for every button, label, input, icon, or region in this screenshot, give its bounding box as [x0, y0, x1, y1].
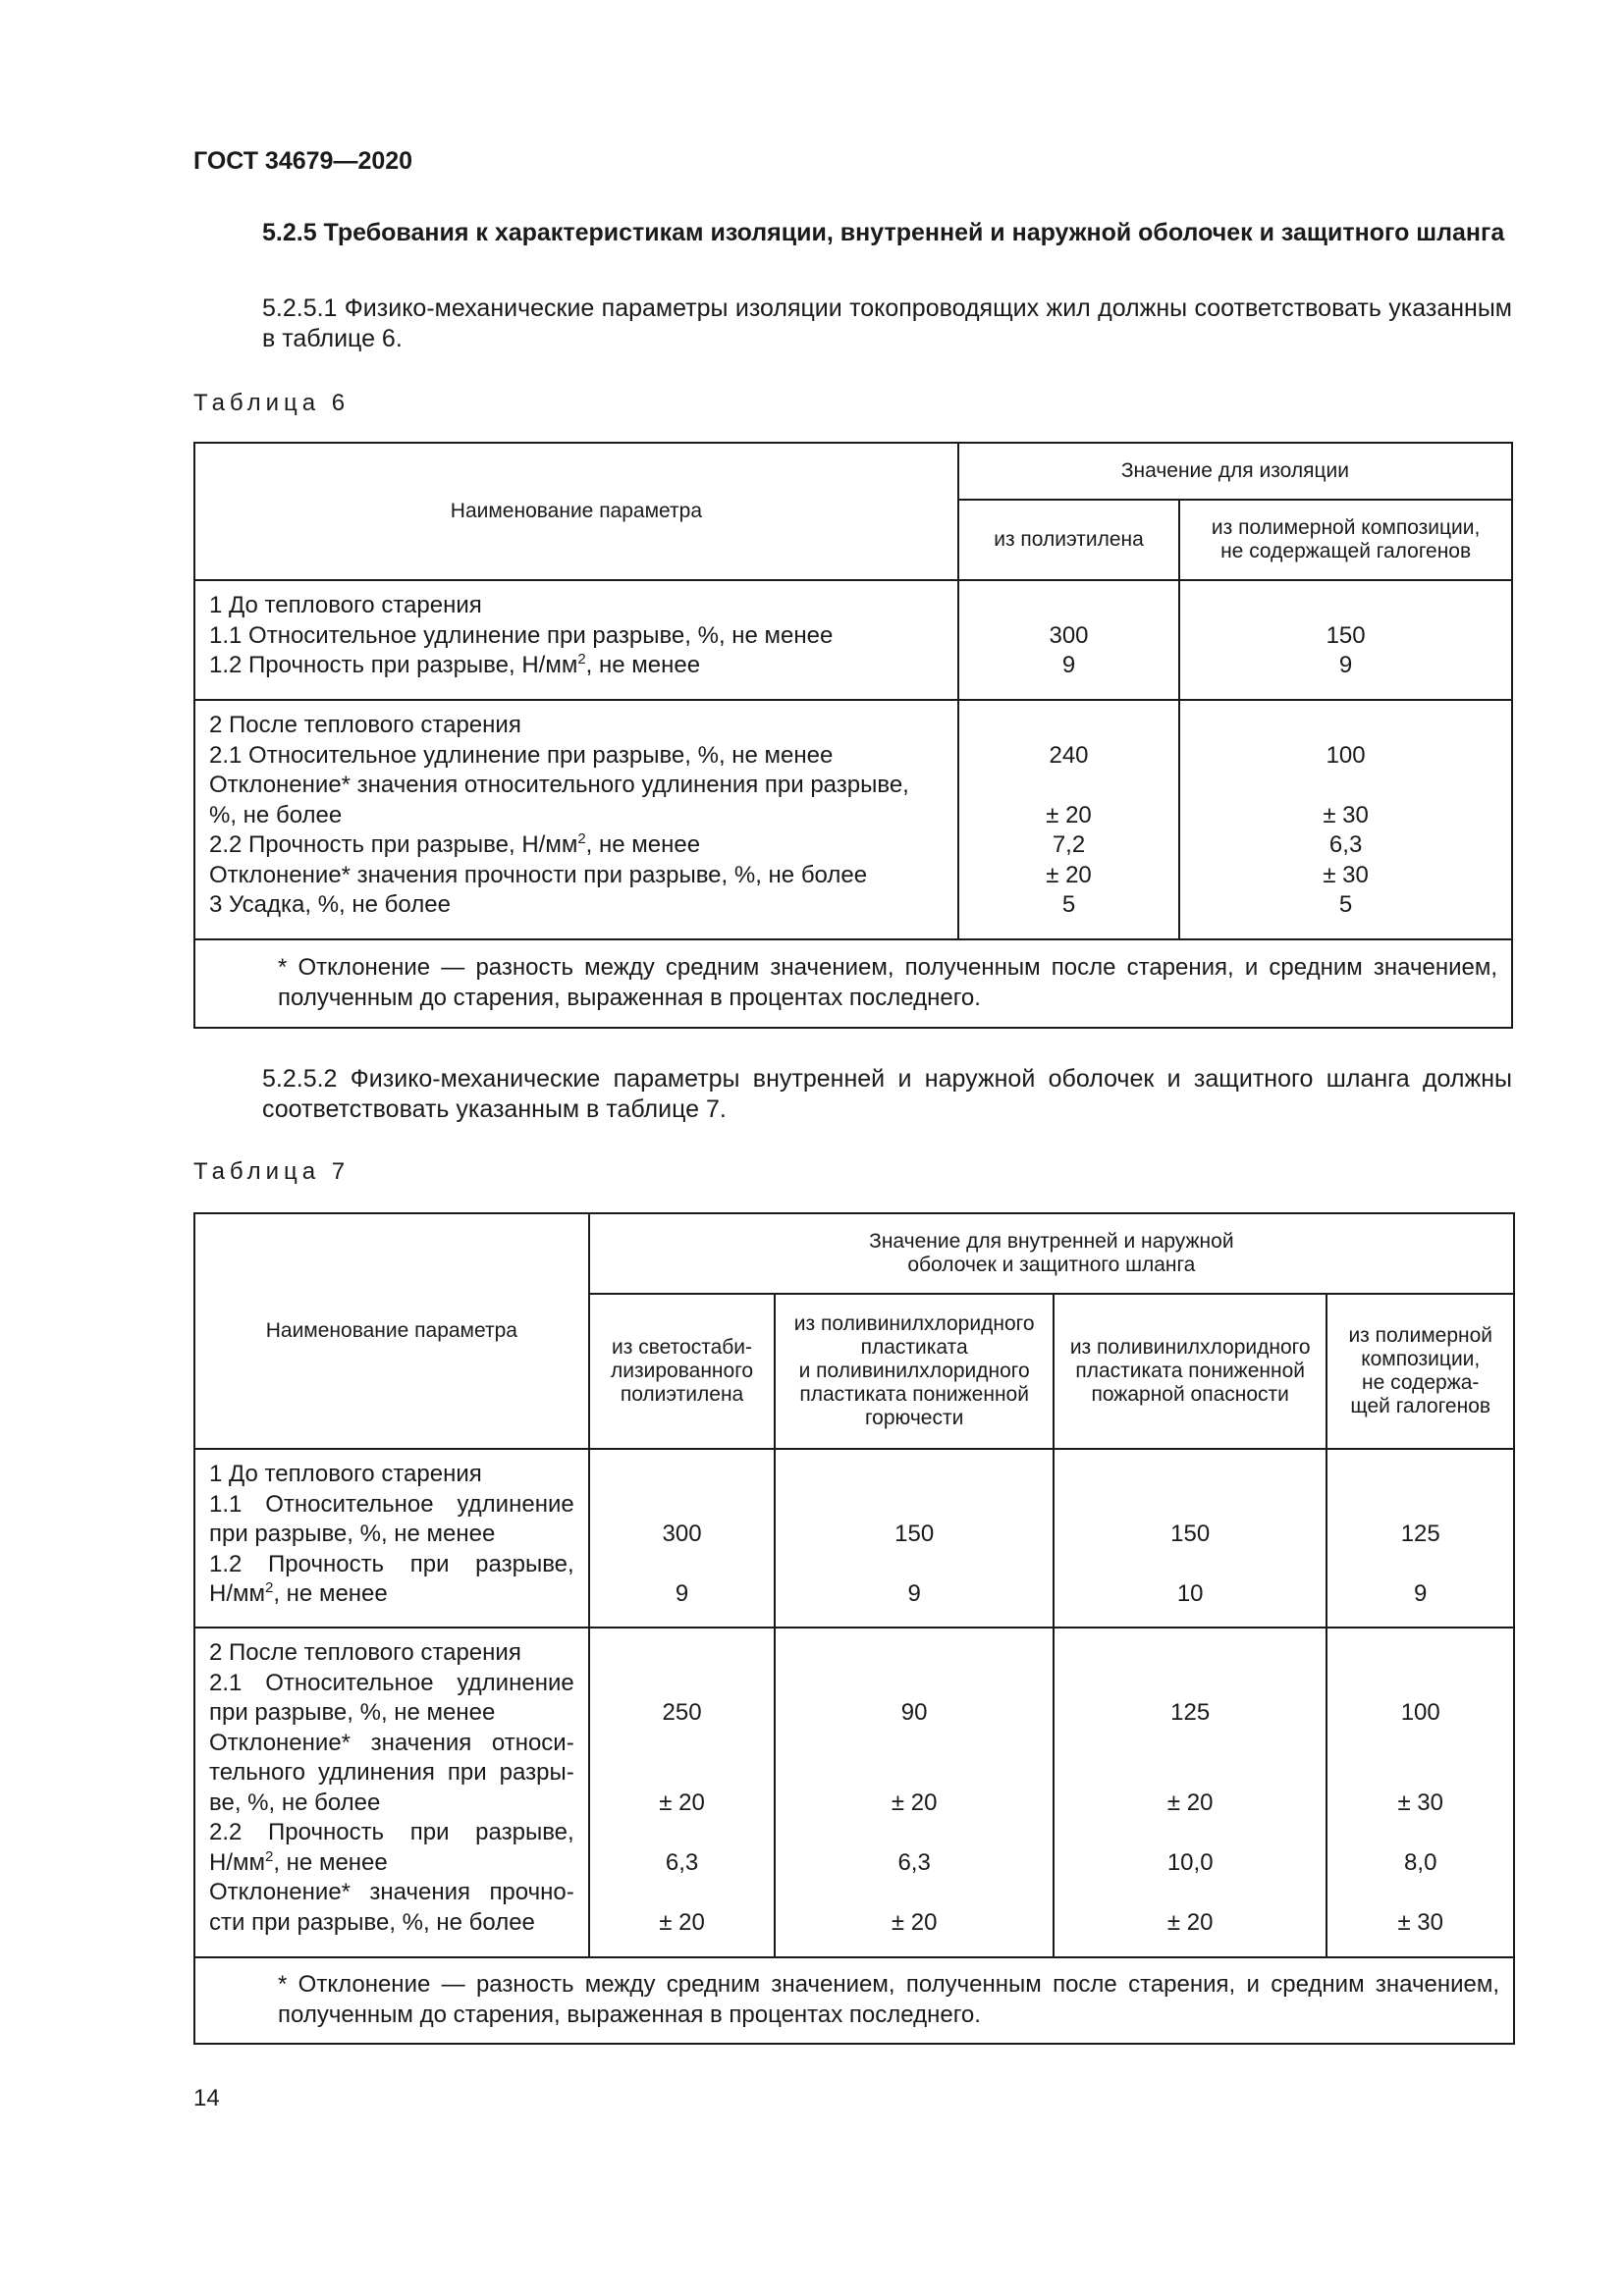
table-7-col-pvc-reduced-flammability: из поливинилхлоридного пластиката и поливинилхлоридного пластиката пониженной горючести	[775, 1294, 1054, 1449]
table-7-group-1-col2: 150 9	[775, 1449, 1054, 1628]
table-7-param-header: Наименование параметра	[194, 1213, 589, 1449]
table-row	[194, 580, 1512, 700]
table-7-group-header: Значение для внутренней и наружной оболочек и защитного шланга	[589, 1213, 1514, 1294]
table-7	[193, 1212, 1515, 2045]
table-row	[194, 1449, 1514, 1628]
table-6-caption: Таблица 6	[193, 390, 351, 416]
table-6-group-1-col1: 300 9	[958, 580, 1179, 700]
section-title: 5.2.5 Требования к характеристикам изоляции, внутренней и наружной оболочек и защитного шланга	[262, 219, 1505, 246]
table-7-col-halogen-free: из полимерной композиции, не содержа- щей галогенов	[1326, 1294, 1514, 1449]
table-6	[193, 442, 1513, 1029]
document-code: ГОСТ 34679—2020	[193, 147, 413, 175]
table-7-group-2-col1: 250 ± 20 6,3 ± 20	[589, 1628, 776, 1957]
paragraph-5-2-5-1: 5.2.5.1 Физико-механические параметры изоляции токопроводящих жил должны соответствовать указанным в таблице 6.	[262, 294, 1512, 352]
table-6-group-2-labels: 2 После теплового старения 2.1 Относительное удлинение при разрыве, %, не менее Отклонение* значения относительного удлинения при разрыве, %, не более 2.2 Прочность при разрыве, $Н/мм^2$, не менее Отклонение* значения прочности при разрыве, %, не более 3 Усадка, %, не более	[194, 700, 958, 939]
table-7-group-1-col1: 300 9	[589, 1449, 776, 1628]
paragraph-5-2-5-2: 5.2.5.2 Физико-механические параметры внутренней и наружной оболочек и защитного шланга должны соответствовать указанным в таблице 7.	[262, 1065, 1512, 1123]
table-6-group-2-col2: 100 ± 30 6,3 ± 30 5	[1179, 700, 1512, 939]
table-7-group-1-col4: 125 9	[1326, 1449, 1514, 1628]
table-6-footnote: * Отклонение — разность между средним значением, полученным после старения, и средним значением, полученным до старения, выраженная в процентах последнего.	[194, 939, 1512, 1028]
table-row	[194, 1628, 1514, 1957]
table-7-group-2-col3: 125 ± 20 10,0 ± 20	[1054, 1628, 1327, 1957]
page-number: 14	[193, 2085, 220, 2111]
table-7-col-pvc-reduced-fire-hazard: из поливинилхлоридного пластиката пониженной пожарной опасности	[1054, 1294, 1327, 1449]
table-6-group-2-col1: 240 ± 20 7,2 ± 20 5	[958, 700, 1179, 939]
table-7-col-light-stabilized-pe: из светостаби- лизированного полиэтилена	[589, 1294, 776, 1449]
table-6-col-polyethylene: из полиэтилена	[958, 500, 1179, 580]
table-7-footnote: * Отклонение — разность между средним значением, полученным после старения, и средним значением, полученным до старения, выраженная в процентах последнего.	[194, 1957, 1514, 2044]
table-6-group-1-col2: 150 9	[1179, 580, 1512, 700]
table-7-group-2-col2: 90 ± 20 6,3 ± 20	[775, 1628, 1054, 1957]
table-7-group-2-labels: 2 После теплового старения 2.1 Относительное удлинение при разрыве, %, не менее Отклонение* значения относи- тельного удлинения при разры- ве, %, не более 2.2 Прочность при разрыве, $Н/мм^2$, не менее Отклонение* значения прочно- сти при разрыве, %, не более	[194, 1628, 589, 1957]
table-6-col-polymer: из полимерной композиции, не содержащей галогенов	[1179, 500, 1512, 580]
table-7-group-2-col4: 100 ± 30 8,0 ± 30	[1326, 1628, 1514, 1957]
table-6-param-header: Наименование параметра	[194, 443, 958, 580]
table-6-group-1-labels: 1 До теплового старения 1.1 Относительное удлинение при разрыве, %, не менее 1.2 Прочность при разрыве, $Н/мм^2$, не менее	[194, 580, 958, 700]
table-row	[194, 700, 1512, 939]
table-7-caption: Таблица 7	[193, 1158, 351, 1185]
table-7-group-1-col3: 150 10	[1054, 1449, 1327, 1628]
table-6-group-header: Значение для изоляции	[958, 443, 1512, 500]
table-7-group-1-labels: 1 До теплового старения 1.1 Относительное удлинение при разрыве, %, не менее 1.2 Прочность при разрыве, $Н/мм^2$, не менее	[194, 1449, 589, 1628]
